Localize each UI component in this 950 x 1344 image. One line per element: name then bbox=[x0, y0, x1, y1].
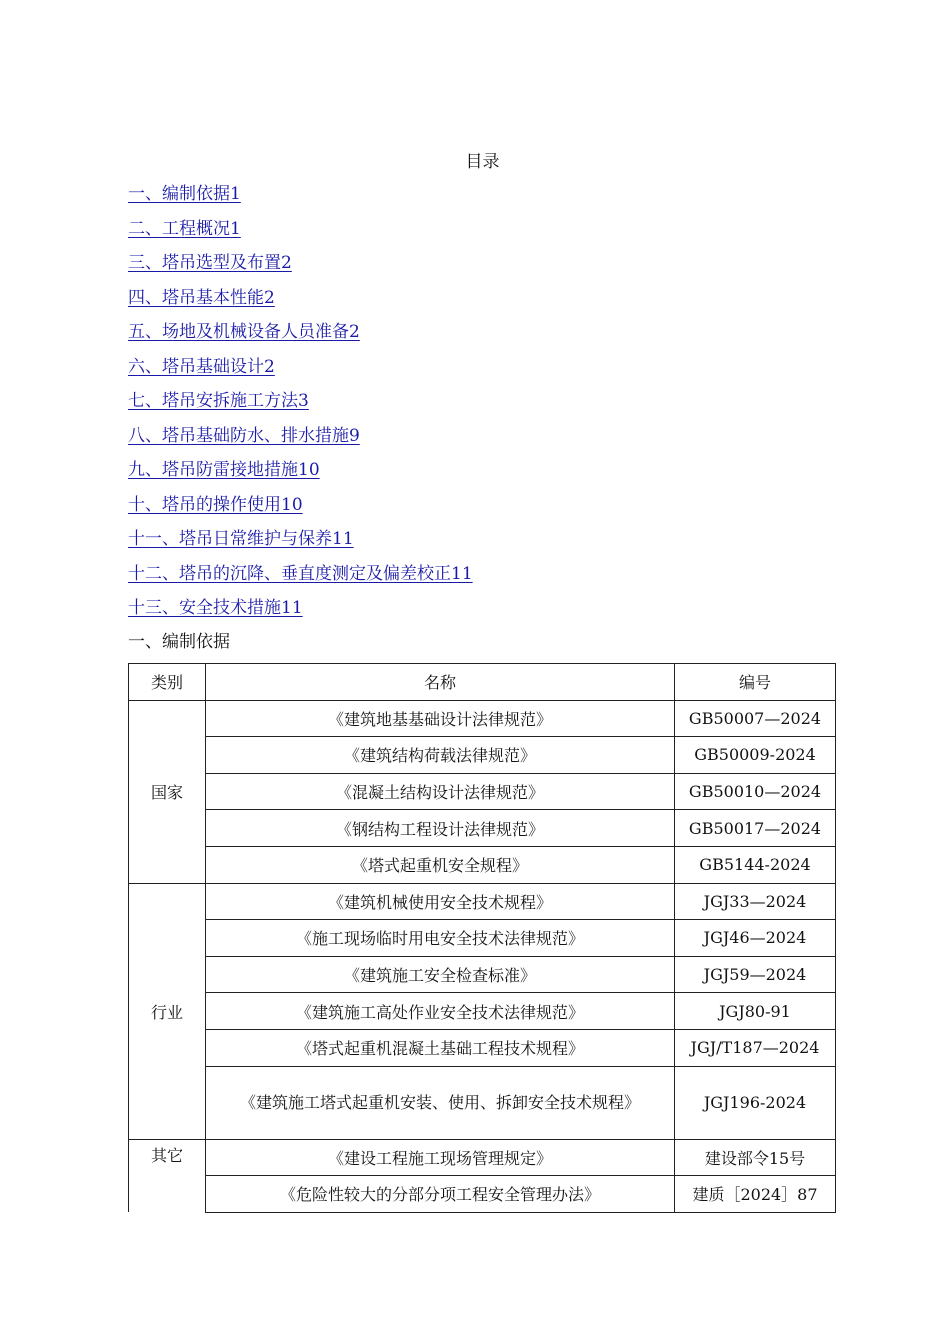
standard-number: GB50009-2024 bbox=[675, 737, 836, 774]
toc-link-12[interactable]: 十二、塔吊的沉降、垂直度测定及偏差校正11 bbox=[128, 563, 473, 584]
standard-number: JGJ46—2024 bbox=[675, 920, 836, 957]
standard-name: 《钢结构工程设计法律规范》 bbox=[206, 810, 675, 847]
table-row bbox=[129, 993, 836, 1030]
standard-name: 《混凝土结构设计法律规范》 bbox=[206, 773, 675, 810]
standard-name: 《施工现场临时用电安全技术法律规范》 bbox=[206, 920, 675, 957]
standard-number: GB50010—2024 bbox=[675, 773, 836, 810]
table-row bbox=[129, 737, 836, 774]
table-header-row bbox=[129, 664, 836, 701]
basis-table bbox=[128, 663, 836, 1213]
table-row bbox=[129, 773, 836, 810]
category-cell: 国家 bbox=[129, 700, 206, 883]
toc-link-6[interactable]: 六、塔吊基础设计2 bbox=[128, 356, 275, 377]
standard-name: 《塔式起重机安全规程》 bbox=[206, 846, 675, 883]
header-number: 编号 bbox=[675, 664, 836, 701]
toc-link-9[interactable]: 九、塔吊防雷接地措施10 bbox=[128, 460, 320, 480]
category-cell: 行业 bbox=[129, 883, 206, 1139]
table-row bbox=[129, 1066, 836, 1139]
standard-name: 《建筑施工高处作业安全技术法律规范》 bbox=[206, 993, 675, 1030]
toc-link-2[interactable]: 二、工程概况1 bbox=[128, 218, 241, 239]
toc-link-3[interactable]: 三、塔吊选型及布置2 bbox=[128, 253, 292, 273]
table-row bbox=[129, 700, 836, 737]
standard-number: JGJ80-91 bbox=[675, 993, 836, 1030]
standard-name: 《建筑结构荷载法律规范》 bbox=[206, 737, 675, 774]
standard-name: 《建筑机械使用安全技术规程》 bbox=[206, 883, 675, 920]
standard-name: 《建筑施工安全检查标准》 bbox=[206, 956, 675, 993]
table-row bbox=[129, 1139, 836, 1176]
toc-link-8[interactable]: 八、塔吊基础防水、排水措施9 bbox=[128, 425, 360, 446]
standard-number: JGJ59—2024 bbox=[675, 956, 836, 993]
standard-number: JGJ33—2024 bbox=[675, 883, 836, 920]
toc-link-1[interactable]: 一、编制依据1 bbox=[128, 184, 241, 204]
toc-link-4[interactable]: 四、塔吊基本性能2 bbox=[128, 287, 275, 308]
table-row bbox=[129, 1176, 836, 1213]
table-row bbox=[129, 956, 836, 993]
table-row bbox=[129, 1029, 836, 1066]
category-cell: 其它 bbox=[129, 1139, 206, 1212]
table-row bbox=[129, 846, 836, 883]
toc-link-11[interactable]: 十一、塔吊日常维护与保养11 bbox=[128, 529, 354, 549]
standard-number: 建质［2024］87 bbox=[675, 1176, 836, 1213]
toc-title: 目录 bbox=[465, 152, 500, 172]
table-row bbox=[129, 810, 836, 847]
standard-number: JGJ/T187—2024 bbox=[675, 1029, 836, 1066]
standard-number: JGJ196-2024 bbox=[675, 1066, 836, 1139]
standard-number: GB50007—2024 bbox=[675, 700, 836, 737]
header-name: 名称 bbox=[206, 664, 675, 701]
standard-number: GB5144-2024 bbox=[675, 846, 836, 883]
table-of-contents bbox=[128, 180, 473, 629]
standard-number: 建设部令15号 bbox=[675, 1139, 836, 1176]
standard-name: 《建筑地基基础设计法律规范》 bbox=[206, 700, 675, 737]
toc-link-5[interactable]: 五、场地及机械设备人员准备2 bbox=[128, 322, 360, 342]
standard-name: 《塔式起重机混凝土基础工程技术规程》 bbox=[206, 1029, 675, 1066]
toc-link-7[interactable]: 七、塔吊安拆施工方法3 bbox=[128, 391, 309, 411]
table-row bbox=[129, 883, 836, 920]
standard-name: 《建筑施工塔式起重机安装、使用、拆卸安全技术规程》 bbox=[206, 1066, 675, 1139]
toc-link-13[interactable]: 十三、安全技术措施11 bbox=[128, 598, 303, 618]
standard-name: 《建设工程施工现场管理规定》 bbox=[206, 1139, 675, 1176]
standard-name: 《危险性较大的分部分项工程安全管理办法》 bbox=[206, 1176, 675, 1213]
toc-link-10[interactable]: 十、塔吊的操作使用10 bbox=[128, 494, 303, 515]
header-category: 类别 bbox=[129, 664, 206, 701]
standard-number: GB50017—2024 bbox=[675, 810, 836, 847]
table-row bbox=[129, 920, 836, 957]
section-heading: 一、编制依据 bbox=[128, 632, 230, 652]
